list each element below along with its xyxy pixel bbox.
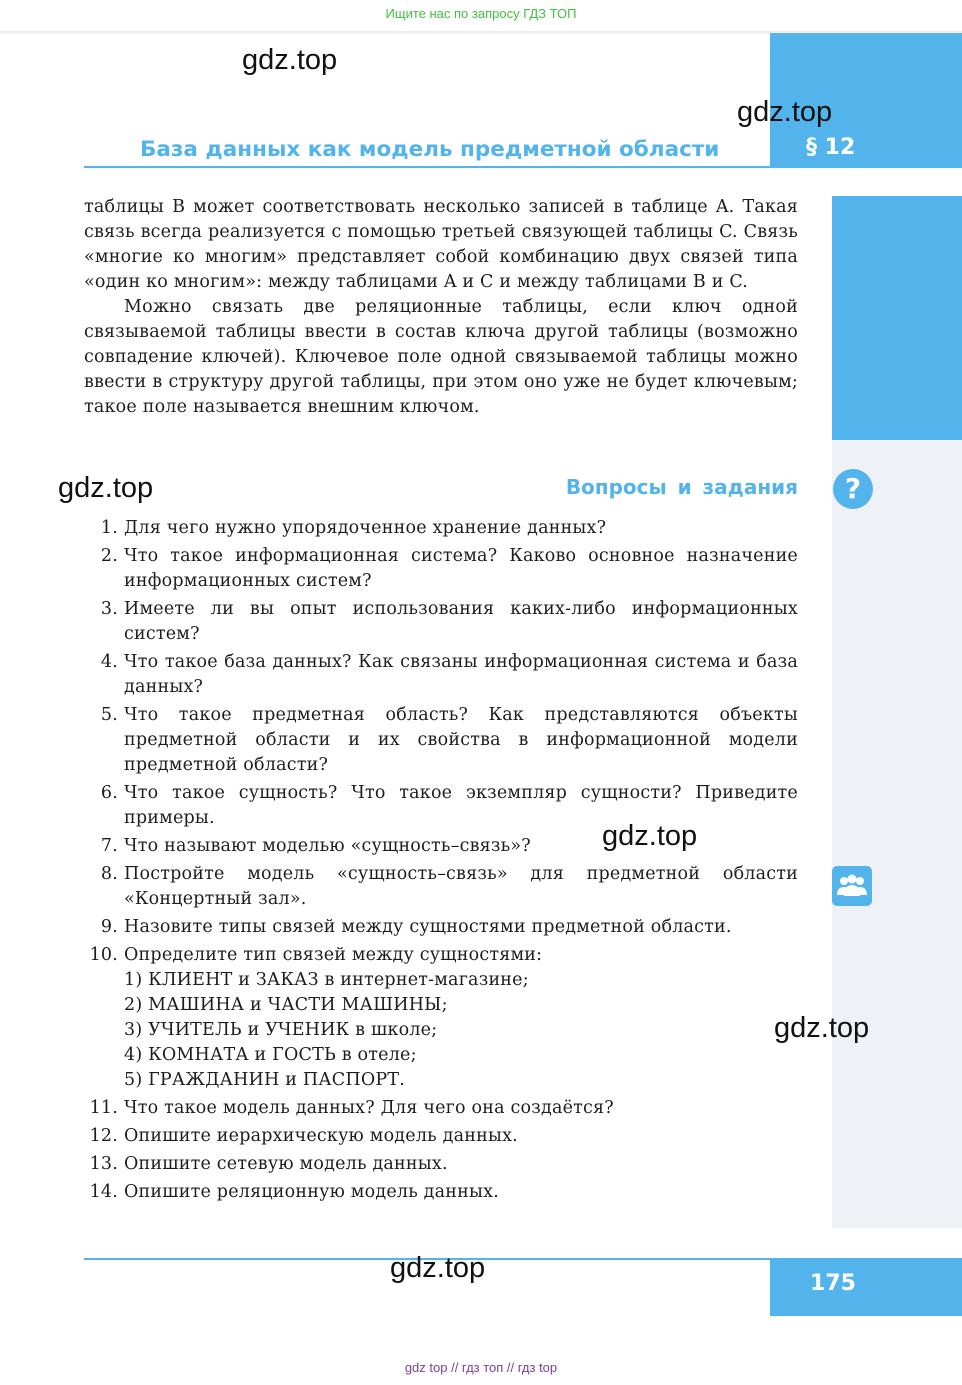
page-number: 175 — [810, 1271, 856, 1296]
question-text: Что такое база данных? Как связаны информационная система и база данных? — [124, 652, 798, 697]
question-text: Что называют моделью «сущность–связь»? — [124, 836, 531, 856]
question-number: 2. — [100, 546, 118, 566]
body-paragraph-1: таблицы B может соответствовать несколько записей в таблице A. Такая связь всегда реализуется с помощью третьей связующей таблицы C. Связь «многие ко многим» представляет собой комбинацию двух связей типа «один ко многим»: между таблицами A и C и между таблицами B и C. — [84, 197, 798, 292]
watermark: gdz.top — [602, 820, 698, 852]
question-item — [84, 544, 798, 594]
question-item — [84, 703, 798, 778]
question-text: Имеете ли вы опыт использования каких-либо информационных систем? — [124, 599, 798, 644]
subquestion-item: 1) КЛИЕНТ и ЗАКАЗ в интернет-магазине; — [124, 970, 529, 990]
question-number: 1. — [100, 518, 118, 538]
question-item — [84, 862, 798, 912]
question-text: Опишите реляционную модель данных. — [124, 1182, 499, 1202]
question-number: 12. — [89, 1126, 118, 1146]
watermark: gdz.top — [737, 96, 833, 128]
subquestion-list — [124, 968, 798, 1093]
question-text: Что такое информационная система? Каково основное назначение информационных систем? — [124, 546, 798, 591]
subquestion-item: 5) ГРАЖДАНИН и ПАСПОРТ. — [124, 1070, 405, 1090]
section-number: § 12 — [806, 135, 856, 160]
watermark: gdz.top — [242, 44, 338, 76]
question-item — [84, 1124, 798, 1149]
question-item — [84, 1096, 798, 1121]
question-number: 14. — [89, 1182, 118, 1202]
question-text: Опишите иерархическую модель данных. — [124, 1126, 518, 1146]
body-text — [84, 195, 798, 420]
question-text: Постройте модель «сущность–связь» для предметной области «Концертный зал». — [124, 864, 798, 909]
question-number: 10. — [89, 945, 118, 965]
question-number: 8. — [100, 864, 118, 884]
top-banner: Ищите нас по запросу ГДЗ ТОП — [385, 6, 577, 21]
body-paragraph-2: Можно связать две реляционные таблицы, если ключ одной связываемой таблицы ввести в состав ключа другой таблицы (возможно совпадение ключей). Ключевое поле одной связываемой таблицы можно ввести в структуру другой таблицы, при этом оно уже не будет ключевым; такое поле называется внешним ключом. — [84, 297, 798, 417]
question-text: Для чего нужно упорядоченное хранение данных? — [124, 518, 607, 538]
subquestion-item: 3) УЧИТЕЛЬ и УЧЕНИК в школе; — [124, 1020, 438, 1040]
watermark: gdz.top — [58, 472, 154, 504]
question-text: Опишите сетевую модель данных. — [124, 1154, 448, 1174]
question-item — [84, 597, 798, 647]
header-rule — [84, 166, 770, 168]
subquestion-item: 2) МАШИНА и ЧАСТИ МАШИНЫ; — [124, 995, 448, 1015]
question-number: 6. — [100, 783, 118, 803]
running-header-title: База данных как модель предметной области — [140, 137, 720, 162]
question-item — [84, 1180, 798, 1205]
question-item — [84, 915, 798, 940]
question-number: 9. — [100, 917, 118, 937]
bottom-links[interactable]: gdz top // гдз топ // гдз top — [404, 1360, 558, 1375]
question-number: 5. — [100, 705, 118, 725]
question-number: 3. — [100, 599, 118, 619]
margin-gray-band — [832, 440, 962, 1228]
question-mark-icon: ? — [833, 469, 873, 509]
question-text: Определите тип связей между сущностями: — [124, 945, 543, 965]
question-number: 13. — [89, 1154, 118, 1174]
question-number: 4. — [100, 652, 118, 672]
group-work-icon — [832, 866, 872, 906]
question-item — [84, 1152, 798, 1177]
question-text: Назовите типы связей между сущностями предметной области. — [124, 917, 732, 937]
subquestion-item: 4) КОМНАТА и ГОСТЬ в отеле; — [124, 1045, 417, 1065]
questions-heading: Вопросы и задания — [565, 475, 798, 499]
question-item — [84, 650, 798, 700]
margin-blue-band — [832, 196, 962, 440]
questions-list — [84, 516, 798, 1208]
watermark: gdz.top — [390, 1252, 486, 1284]
question-number: 11. — [89, 1098, 118, 1118]
question-number: 7. — [100, 836, 118, 856]
question-text: Что такое предметная область? Как представляются объекты предметной области и их свойства в информационной модели предметной области? — [124, 705, 798, 775]
question-item — [84, 943, 798, 1093]
question-text: Что такое сущность? Что такое экземпляр сущности? Приведите примеры. — [124, 783, 798, 828]
question-text: Что такое модель данных? Для чего она создаётся? — [124, 1098, 614, 1118]
watermark: gdz.top — [774, 1012, 870, 1044]
question-item — [84, 516, 798, 541]
